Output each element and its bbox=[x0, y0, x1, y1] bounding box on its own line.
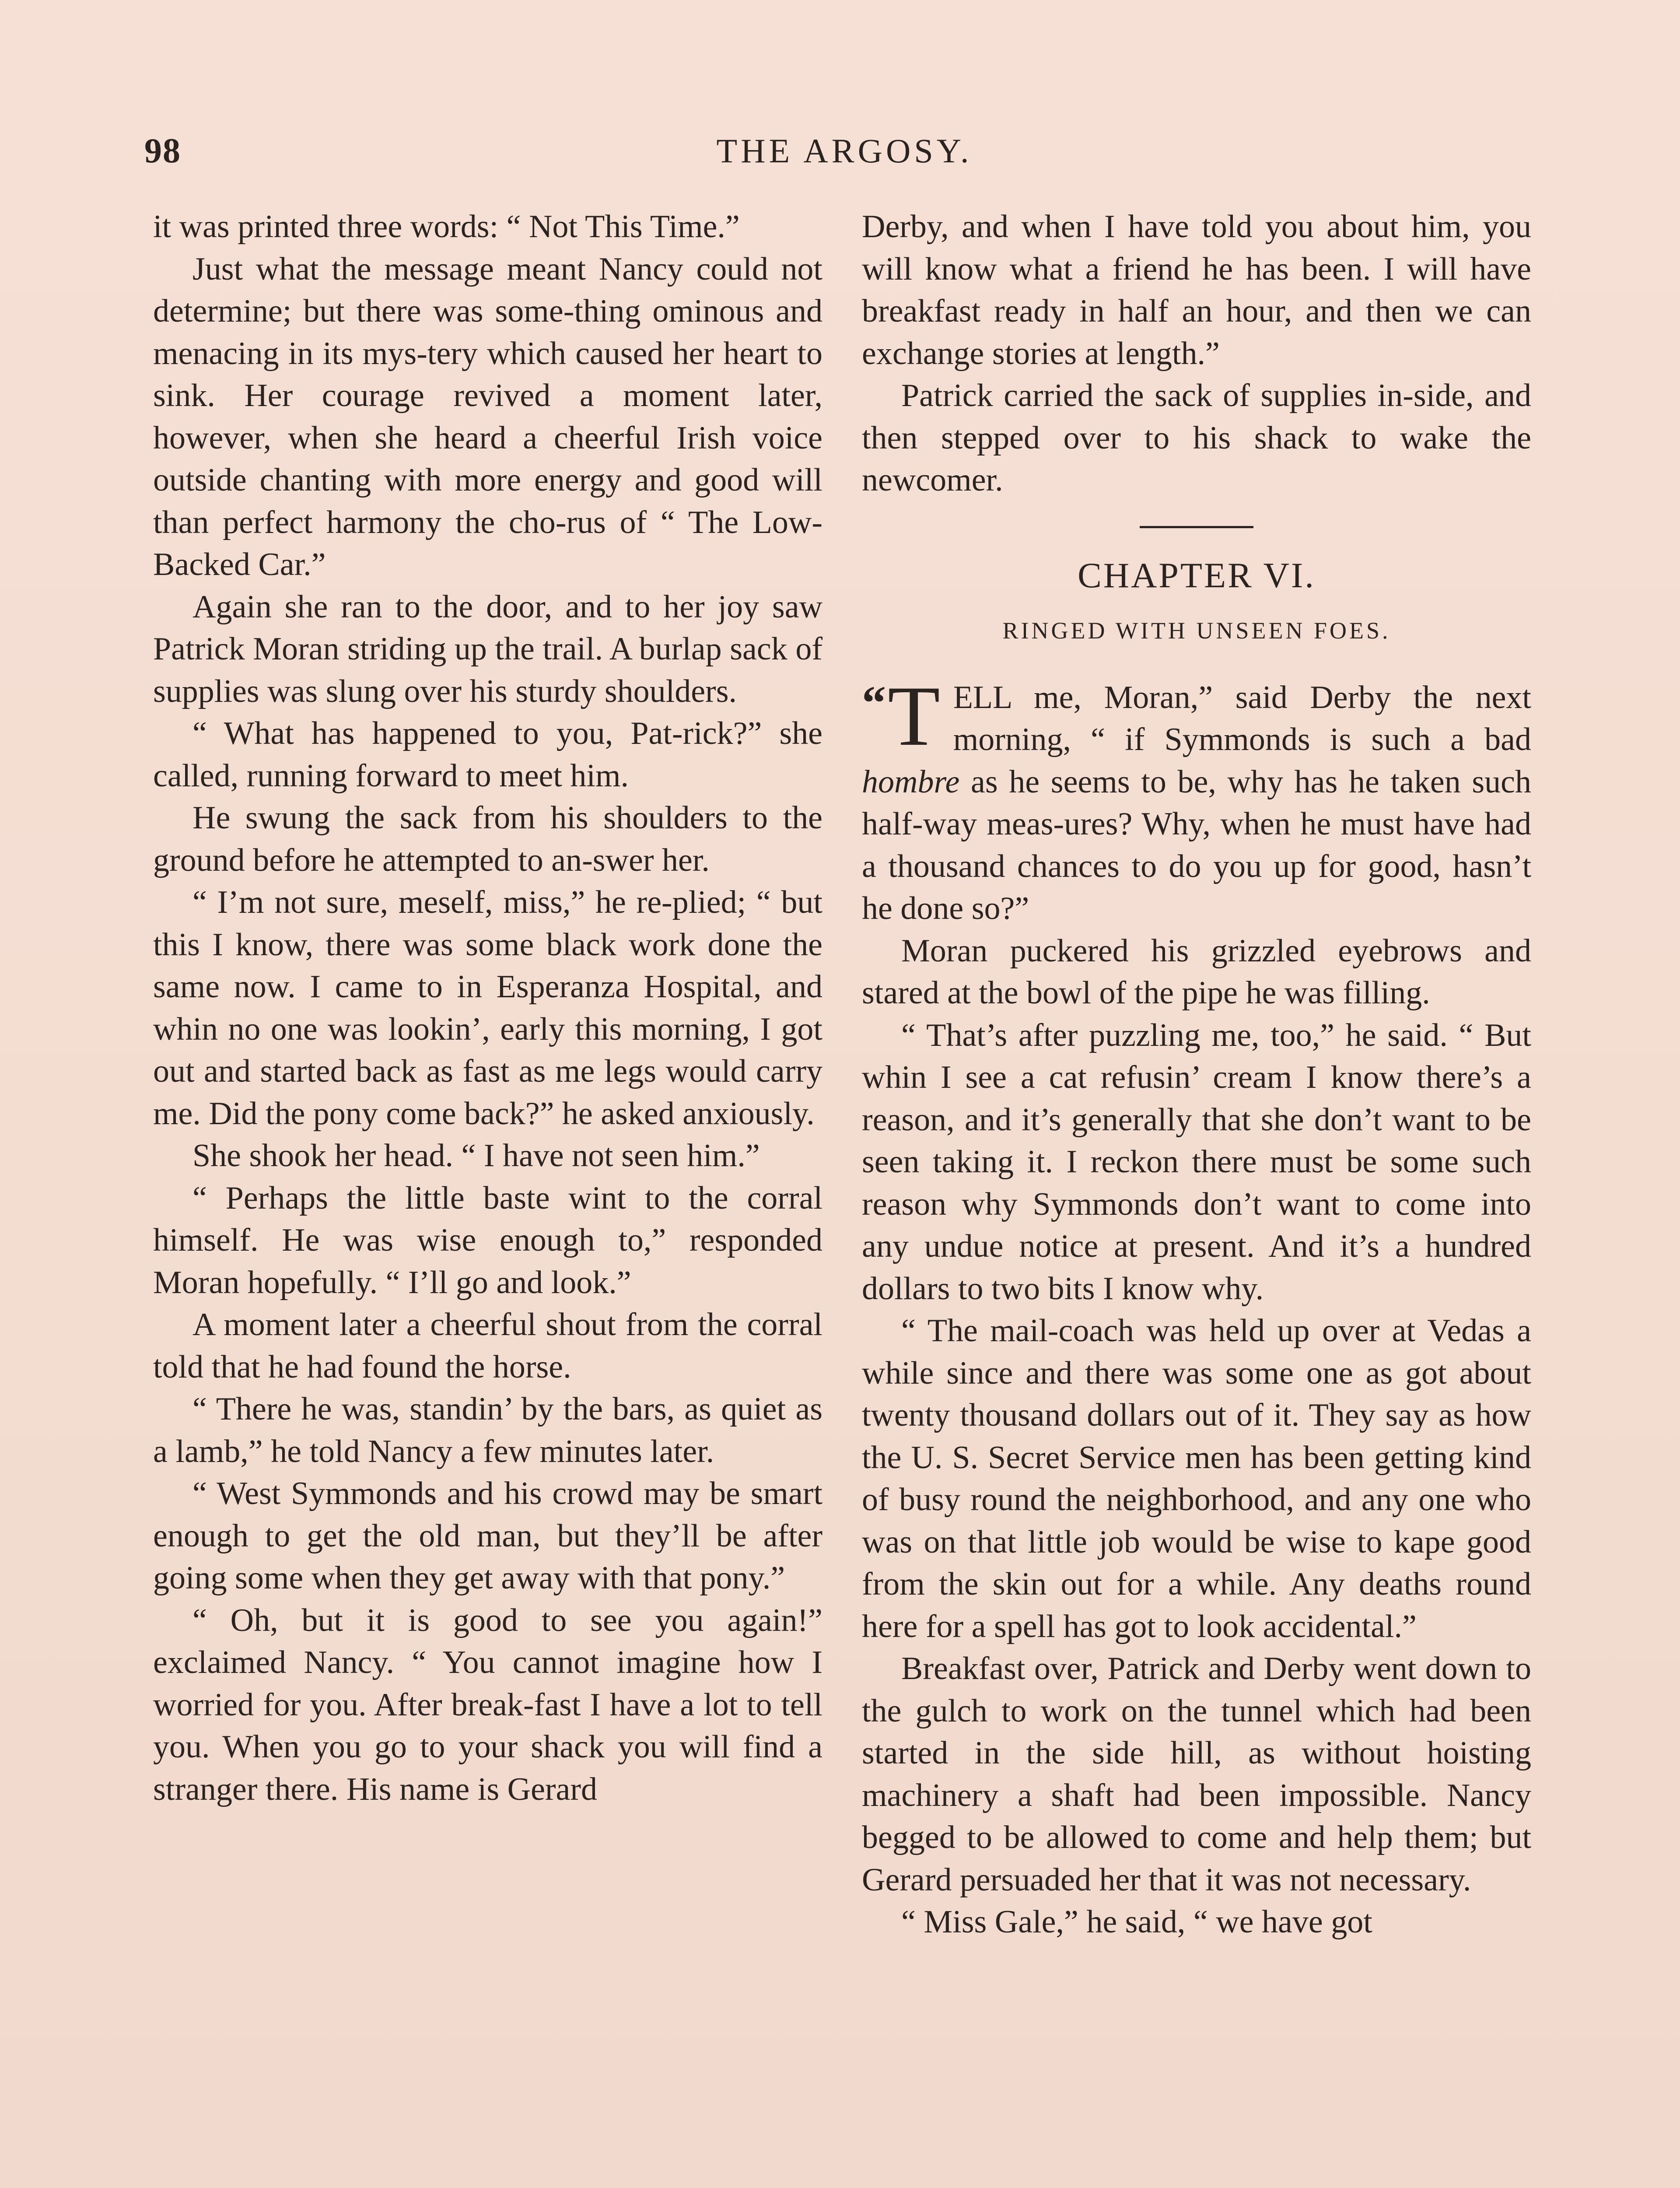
left-column bbox=[153, 206, 822, 1810]
section-divider bbox=[1140, 526, 1253, 528]
paragraph: “ I’m not sure, meself, miss,” he re-plied; “ but this I know, there was some black work done the same now. I came to in Esperanza Hospital, and whin no one was lookin’, early this morning, I got out and started back as fast as me legs would carry me. Did the pony come back?” he asked anxiously. bbox=[153, 884, 822, 1132]
paragraph: Moran puckered his grizzled eyebrows and stared at the bowl of the pipe he was filling. bbox=[862, 933, 1531, 1011]
paragraph: “ Perhaps the little baste wint to the corral himself. He was wise enough to,” responded Moran hopefully. “ I’ll go and look.” bbox=[153, 1180, 822, 1301]
paragraph: Patrick carried the sack of supplies in-side, and then stepped over to his shack to wake the newcomer. bbox=[862, 378, 1531, 498]
paragraph: She shook her head. “ I have not seen him.” bbox=[192, 1138, 760, 1174]
chapter-opening-paragraph bbox=[862, 668, 1531, 930]
paragraph: “ The mail-coach was held up over at Vedas a while since and there was some one as got about twenty thousand dollars out of it. They say as how the U. S. Secret Service men has been getting kind of busy round the neighborhood, and any one who was on that little job would be wise to kape good from the skin out for a while. Any deaths round here for a spell has got to look accidental.” bbox=[862, 1313, 1531, 1645]
page-header bbox=[144, 131, 1544, 184]
drop-quote: “ bbox=[862, 676, 886, 729]
paragraph: He swung the sack from his shoulders to the ground before he attempted to an-swer her. bbox=[153, 800, 822, 878]
paragraph: A moment later a cheerful shout from the corral told that he had found the horse. bbox=[153, 1307, 822, 1385]
paragraph: “ West Symmonds and his crowd may be smart enough to get the old man, but they’ll be after going some when they get away with that pony.” bbox=[153, 1476, 822, 1596]
paragraph: Derby, and when I have told you about him, you will know what a friend he has been. I will have breakfast ready in half an hour, and then we can exchange stories at length.” bbox=[862, 209, 1531, 372]
paragraph: “ What has happened to you, Pat-rick?” she called, running forward to meet him. bbox=[153, 715, 822, 794]
paragraph: “ Miss Gale,” he said, “ we have got bbox=[901, 1904, 1372, 1940]
paragraph: Just what the message meant Nancy could not determine; but there was some-thing ominous and menacing in its mys-tery which caused her heart to sink. Her courage revived a moment later, however, when she heard a cheerful Irish voice outside chanting with more energy and good will than perfect harmony the cho-rus of “ The Low-Backed Car.” bbox=[153, 251, 822, 582]
paragraph: Again she ran to the door, and to her joy saw Patrick Moran striding up the trail. A burlap sack of supplies was slung over his sturdy shoulders. bbox=[153, 589, 822, 709]
page-number: 98 bbox=[144, 132, 181, 170]
running-title: THE ARGOSY. bbox=[716, 132, 973, 170]
right-column bbox=[862, 206, 1531, 1943]
drop-cap: T bbox=[888, 668, 940, 764]
paragraph: “ That’s after puzzling me, too,” he said. “ But whin I see a cat refusin’ cream I know there’s a reason, and it’s generally that she don’t want to be seen taking it. I reckon there must be some such reason why Symmonds don’t want to come into any undue notice at present. And it’s a hundred dollars to two bits I know why. bbox=[862, 1017, 1531, 1307]
paragraph: “ There he was, standin’ by the bars, as quiet as a lamb,” he told Nancy a few minutes later. bbox=[153, 1391, 822, 1469]
italic-word: hombre bbox=[862, 764, 960, 800]
chapter-title: CHAPTER VI. bbox=[1078, 555, 1316, 595]
paragraph-text: as he seems to be, why has he taken such half-way meas-ures? Why, when he must have had a thousand chances to do you up for good, hasn’t he done so?” bbox=[862, 764, 1531, 926]
paragraph-text: ELL me, Moran,” said Derby the next morning, “ if Symmonds is such a bad bbox=[953, 679, 1531, 757]
paragraph: “ Oh, but it is good to see you again!” exclaimed Nancy. “ You cannot imagine how I worried for you. After break-fast I have a lot to tell you. When you go to your shack you will find a stranger there. His name is Gerard bbox=[153, 1602, 822, 1807]
paragraph: it was printed three words: “ Not This Time.” bbox=[153, 209, 740, 245]
paragraph: Breakfast over, Patrick and Derby went down to the gulch to work on the tunnel which had been started in the side hill, as without hoisting machinery a shaft had been impossible. Nancy begged to be allowed to come and help them; but Gerard persuaded her that it was not necessary. bbox=[862, 1651, 1531, 1898]
chapter-subtitle: RINGED WITH UNSEEN FOES. bbox=[1002, 617, 1391, 644]
